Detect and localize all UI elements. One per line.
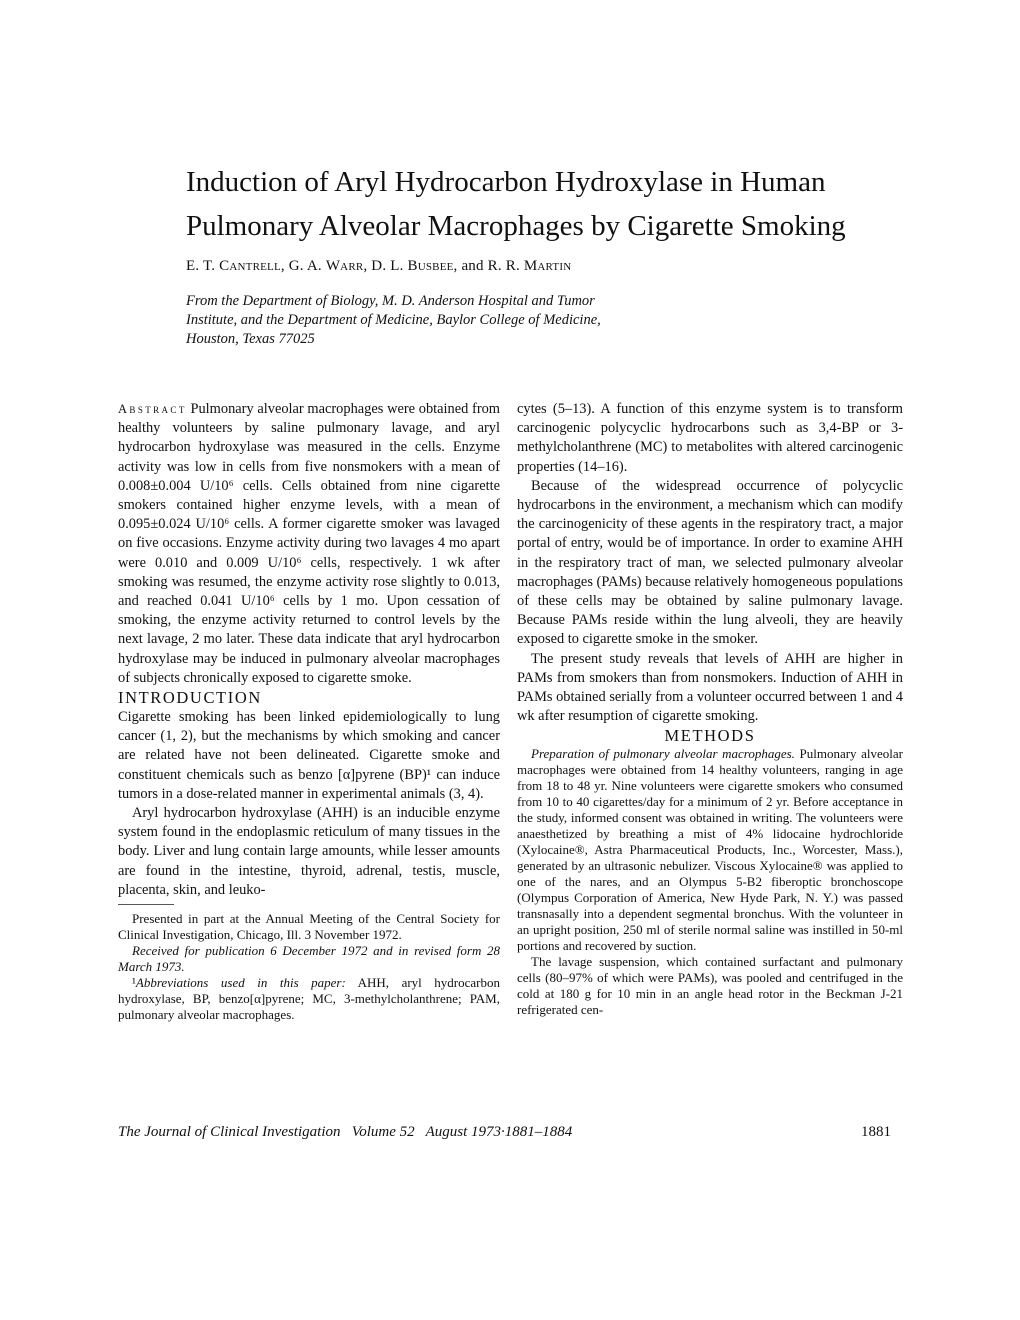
author-list [186, 258, 571, 275]
abstract [118, 400, 500, 688]
left-column [118, 400, 500, 1023]
article-title [186, 160, 886, 248]
body-paragraph: cytes (5–13). A function of this enzyme system is to transform carcinogenic polycyclic hydrocarbons such as 3,4-BP or 3-methylcholanthrene (MC) to metabolites with altered carcinogenic properties (14–16). [517, 401, 903, 475]
footnote-divider [118, 904, 174, 905]
methods-paragraph [517, 746, 903, 954]
author-separator: , and R. R. [453, 258, 524, 274]
abstract-label: Abstract [118, 402, 187, 416]
title-line-1: Induction of Aryl Hydrocarbon Hydroxylase in Human [186, 166, 826, 198]
author-name: Martin [523, 258, 572, 274]
author-separator: , G. A. [280, 258, 326, 274]
methods-subheading: Preparation of pulmonary alveolar macrophages. [531, 746, 795, 762]
author-name: Cantrell [219, 258, 281, 274]
footnote-abbrev-label: Abbreviations used in this paper: [135, 975, 346, 991]
journal-citation: The Journal of Clinical Investigation Volume 52 August 1973·1881–1884 [118, 1124, 573, 1140]
right-column [517, 400, 903, 1018]
author-separator: , D. L. [363, 258, 408, 274]
methods-paragraph: The lavage suspension, which contained surfactant and pulmonary cells (80–97% of which were PAMs), was pooled and centrifuged in the cold at 180 g for 10 min in an angle head rotor in the Beckman J-21 refrigerated cen- [517, 954, 903, 1018]
introduction-heading: INTRODUCTION [118, 688, 262, 708]
affiliation [186, 292, 706, 349]
footnote-presented: Presented in part at the Annual Meeting of the Central Society for Clinical Investigation, Chicago, Ill. 3 November 1972. [118, 911, 500, 943]
footnote-marker: ¹ [132, 975, 136, 991]
author-name: Warr [325, 258, 364, 274]
affiliation-line: Institute, and the Department of Medicine, Baylor College of Medicine, [186, 312, 601, 328]
methods-text: Pulmonary alveolar macrophages were obtained from 14 healthy volunteers, ranging in age from 18 to 48 yr. Nine volunteers were cigarette smokers who consumed from 10 to 40 cigarettes/day for a minimum of 2 yr. Before acceptance in the study, informed consent was obtained in writing. The volunteers were anaesthetized by breathing a mist of 4% lidocaine hydrochloride (Xylocaine®, Astra Pharmaceutical Products, Inc., Worcester, Mass.), generated by an ultrasonic nebulizer. Viscous Xylocaine® was applied to one of the nares, and an Olympus 5-B2 fiberoptic bronchoscope (Olympus Corporation of America, New Hyde Park, N. Y.) was passed transnasally into a dependent segmental bronchus. With the volunteer in an upright position, 250 ml of sterile normal saline was instilled in 50-ml portions and recovered by suction. [517, 746, 903, 954]
body-paragraph: The present study reveals that levels of AHH are higher in PAMs from smokers than from nonsmokers. Induction of AHH in PAMs obtained serially from a volunteer occurred between 1 and 4 wk after resumption of cigarette smoking. [517, 650, 903, 725]
footnote-abbreviations [118, 975, 500, 1023]
title-line-2: Pulmonary Alveolar Macrophages by Cigarette Smoking [186, 210, 846, 242]
footnote-received-text: Received for publication 6 December 1972 and in revised form 28 March 1973. [118, 943, 500, 975]
affiliation-line: From the Department of Biology, M. D. Anderson Hospital and Tumor [186, 293, 595, 309]
author-initials: E. T. [186, 258, 220, 274]
methods-heading: METHODS [664, 726, 756, 746]
footnote-received [118, 943, 500, 975]
page-number: 1881 [861, 1124, 891, 1140]
abstract-text: Pulmonary alveolar macrophages were obtained from healthy volunteers by saline pulmonary lavage, and aryl hydrocarbon hydroxylase was measured in the cells. Enzyme activity was low in cells from five nonsmokers with a mean of 0.008±0.004 U/10⁶ cells. Cells obtained from nine cigarette smokers contained higher enzyme levels, with a mean of 0.095±0.024 U/10⁶ cells. A former cigarette smoker was lavaged on five occasions. Enzyme activity during two lavages 4 mo apart were 0.010 and 0.009 U/10⁶ cells, respectively. 1 wk after smoking was resumed, the enzyme activity rose slightly to 0.013, and reached 0.041 U/10⁶ cells by 1 mo. Upon cessation of smoking, the enzyme activity returned to control levels by the next lavage, 2 mo later. These data indicate that aryl hydrocarbon hydroxylase may be induced in pulmonary alveolar macrophages of subjects chronically exposed to cigarette smoke. [118, 401, 500, 686]
introduction-paragraph: Cigarette smoking has been linked epidemiologically to lung cancer (1, 2), but the mechanisms by which smoking and cancer are related have not been delineated. Cigarette smoke and constituent chemicals such as benzo [α]pyrene (BP)¹ can induce tumors in a dose-related manner in experimental animals (3, 4). [118, 709, 500, 802]
affiliation-line: Houston, Texas 77025 [186, 331, 315, 347]
author-name: Busbee [407, 258, 454, 274]
introduction-paragraph: Aryl hydrocarbon hydroxylase (AHH) is an inducible enzyme system found in the endoplasmic reticulum of many tissues in the body. Liver and lung contain large amounts, while lesser amounts are found in the intestine, thyroid, adrenal, testis, muscle, placenta, skin, and leuko- [118, 805, 500, 898]
footnote-abbrev-text: AHH, aryl hydrocarbon hydroxylase, BP, benzo[α]pyrene; MC, 3-methylcholanthrene; PAM, pulmonary alveolar macrophages. [118, 975, 500, 1023]
body-paragraph: Because of the widespread occurrence of polycyclic hydrocarbons in the environment, a mechanism which can modify the carcinogenicity of these agents in the respiratory tract, a major portal of entry, would be of importance. In order to examine AHH in the respiratory tract of man, we selected pulmonary alveolar macrophages (PAMs) because relatively homogeneous populations of these cells may be obtained by saline pulmonary lavage. Because PAMs reside within the lung alveoli, they are heavily exposed to cigarette smoke in the smoker. [517, 477, 903, 648]
